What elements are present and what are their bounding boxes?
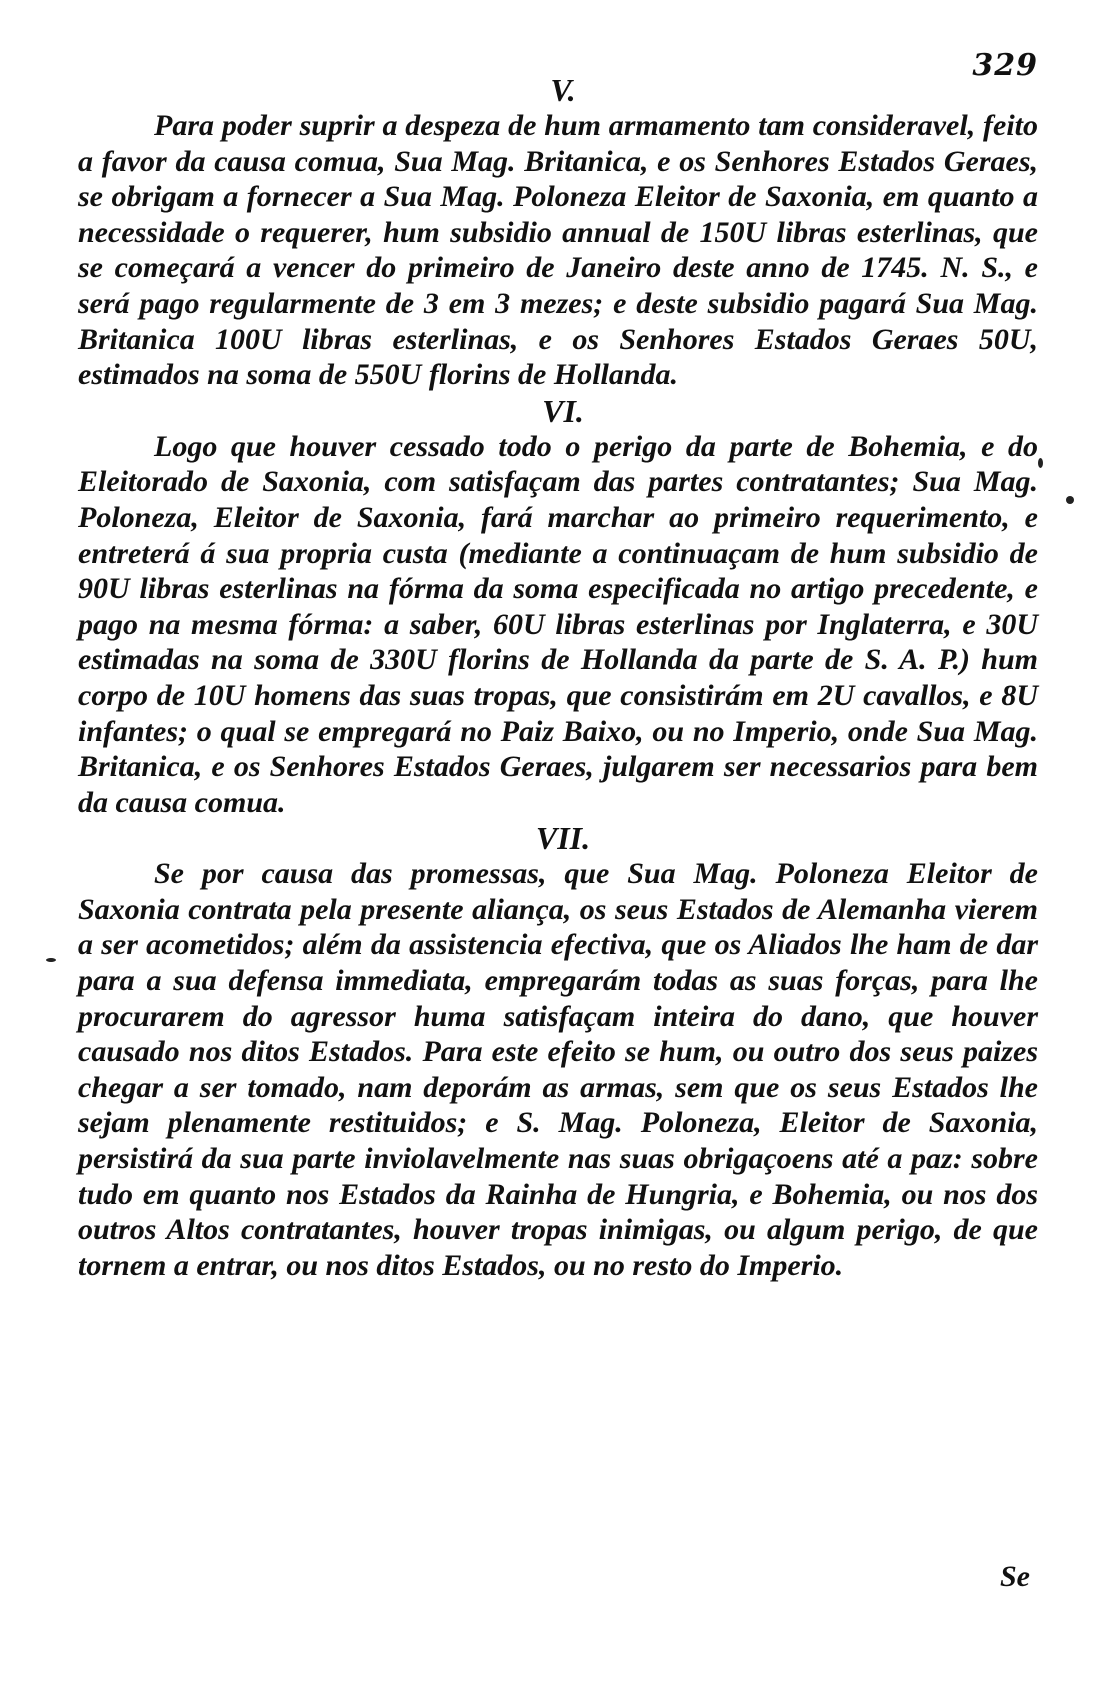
ink-speck — [1038, 458, 1043, 468]
article-heading-v: V. — [550, 72, 576, 108]
ink-speck — [1066, 496, 1074, 504]
page-number: 329 — [972, 48, 1038, 83]
article-heading-vii: VII. — [535, 820, 591, 857]
article-paragraph-v: Para poder suprir a despeza de hum armamento tam consideravel, feito a favor da causa comua, Sua Mag. Britanica, e os Senhores Estados Geraes, se obrigam a fornecer a Sua Mag. Poloneza Eleitor de Saxonia, em quanto a necessidade o requerer, hum subsidio annual de 150U libras esterlinas, que se começará a vencer do primeiro de Janeiro deste anno de 1745. N. S., e será pago regularmente de 3 em 3 mezes; e deste subsidio pagará Sua Mag. Britanica 100U libras esterlinas, e os Senhores Estados Geraes 50U, estimados na soma de 550U florins de Hollanda. — [78, 109, 1038, 392]
article-text — [78, 72, 1038, 1283]
ink-speck — [46, 958, 56, 962]
article-paragraph-vii: Se por causa das promessas, que Sua Mag. Poloneza Eleitor de Saxonia contrata pela presente aliança, os seus Estados de Alemanha vierem a ser acometidos; além da assistencia efectiva, que os Aliados lhe ham de dar para a sua defensa immediata, empregarám todas as suas forças, para lhe procurarem do agressor huma satisfaçam inteira do dano, que houver causado nos ditos Estados. Para este efeito se hum, ou outro dos seus paizes chegar a ser tomado, nam deporám as armas, sem que os seus Estados lhe sejam plenamente restituidos; e S. Mag. Poloneza, Eleitor de Saxonia, persistirá da sua parte inviolavelmente nas suas obrigaçoens até a paz: sobre tudo em quanto nos Estados da Rainha de Hungria, e Bohemia, ou nos dos outros Altos contratantes, houver tropas inimigas, ou algum perigo, de que tornem a entrar, ou nos ditos Estados, ou no resto do Imperio. — [78, 857, 1038, 1282]
article-paragraph-vi: Logo que houver cessado todo o perigo da parte de Bohemia, e do Eleitorado de Saxonia, com satisfaçam das partes contratantes; Sua Mag. Poloneza, Eleitor de Saxonia, fará marchar ao primeiro requerimento, e entreterá á sua propria custa (mediante a continuaçam de hum subsidio de 90U libras esterlinas na fórma da soma especificada no artigo precedente, e pago na mesma fórma: a saber, 60U libras esterlinas por Inglaterra, e 30U estimadas na soma de 330U florins de Hollanda da parte de S. A. P.) hum corpo de 10U homens das suas tropas, que consistirám em 2U cavallos, e 8U infantes; o qual se empregará no Paiz Baixo, ou no Imperio, onde Sua Mag. Britanica, e os Senhores Estados Geraes, julgarem ser necessarios para bem da causa comua. — [78, 429, 1038, 819]
article-heading-vi: VI. — [542, 392, 584, 429]
catchword: Se — [1000, 1560, 1030, 1593]
